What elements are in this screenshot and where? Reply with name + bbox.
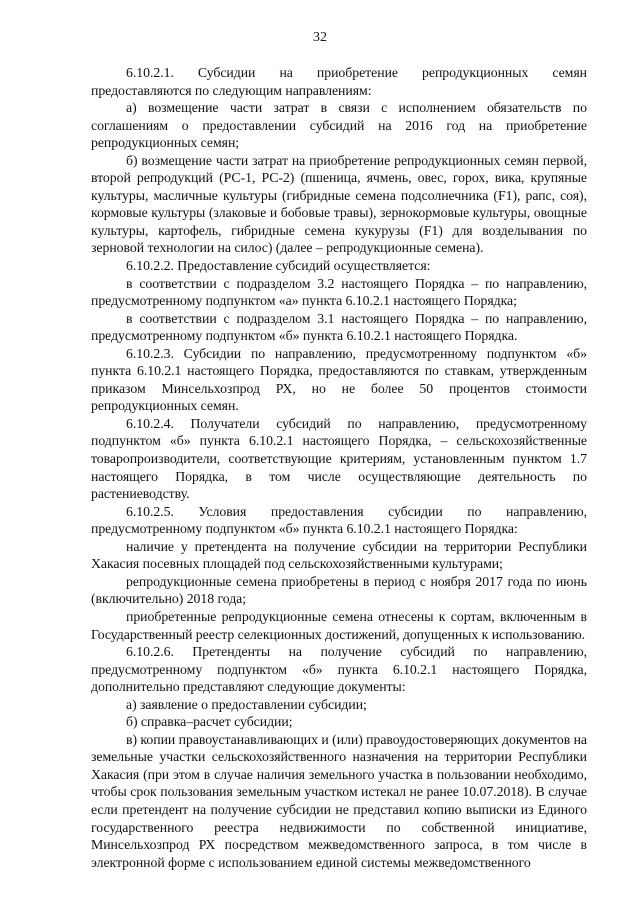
paragraph-subsection-3-1: в соответствии с подразделом 3.1 настоящего Порядка – по направлению, предусмотренному подпунктом «б» пункта 6.10.2.1 настоящего Порядка.: [91, 310, 587, 344]
paragraph-6-10-2-6: 6.10.2.6. Претенденты на получение субсидий по направлению, предусмотренному подпунктом «б» пункта 6.10.2.1 настоящего Порядка, дополнительно представляют следующие документы:: [91, 644, 587, 695]
paragraph-subsection-3-2: в соответствии с подразделом 3.2 настоящего Порядка – по направлению, предусмотренному подпунктом «а» пункта 6.10.2.1 настоящего Порядка;: [91, 275, 587, 309]
paragraph-6-10-2-4: 6.10.2.4. Получатели субсидий по направлению, предусмотренному подпунктом «б» пункта 6.10.2.1 настоящего Порядка, – сельскохозяйственные товаропроизводители, соответствующие критериям, установленным пунктом 1.7 настоящего Порядка, в том числе осуществляющие деятельность по растениеводству.: [91, 415, 587, 502]
paragraph-6-10-2-3: 6.10.2.3. Субсидии по направлению, предусмотренному подпунктом «б» пункта 6.10.2.1 настоящего Порядка, предоставляются по ставкам, утвержденным приказом Минсельхозпрод РХ, но не более 50 процентов стоимости репродукционных семян.: [91, 345, 587, 414]
paragraph-6-10-2-1: 6.10.2.1. Субсидии на приобретение репродукционных семян предоставляются по следующим направлениям:: [91, 65, 587, 98]
paragraph-doc-b: б) справка–расчет субсидии;: [126, 714, 293, 730]
paragraph-doc-a: а) заявление о предоставлении субсидии;: [126, 696, 367, 712]
page-number: 32: [313, 30, 327, 45]
paragraph-6-10-2-5: 6.10.2.5. Условия предоставления субсидии по направлению, предусмотренному подпунктом «б» пункта 6.10.2.1 настоящего Порядка:: [91, 503, 587, 537]
paragraph-6-10-2-2: 6.10.2.2. Предоставление субсидий осуществляется:: [126, 258, 431, 274]
paragraph-condition-period: репродукционные семена приобретены в период с ноября 2017 года по июнь (включительно) 2018 года;: [91, 573, 587, 607]
paragraph-item-a: а) возмещение части затрат в связи с исполнением обязательств по соглашениям о предоставлении субсидий на 2016 год на приобретение репродукционных семян;: [91, 100, 587, 151]
paragraph-condition-register: приобретенные репродукционные семена отнесены к сортам, включенным в Государственный реестр селекционных достижений, допущенных к использованию.: [91, 608, 587, 642]
document-body: [91, 64, 587, 871]
paragraph-item-b: б) возмещение части затрат на приобретение репродукционных семян первой, второй репродукций (РС-1, РС-2) (пшеница, ячмень, овес, горох, вика, крупяные культуры, масличные культуры (гибридные семена подсолнечника (F1), рапс, соя), кормовые культуры (злаковые и бобовые травы), зернокормовые культуры, овощные культуры, картофель, гибридные семена кукурузы (F1) для возделывания по зерновой технологии на силос) (далее – репродукционные семена).: [91, 152, 587, 256]
paragraph-doc-v: в) копии правоустанавливающих и (или) правоудостоверяющих документов на земельные участки сельскохозяйственного назначения на территории Республики Хакасия (при этом в случае наличия земельного участка в пользовании необходимо, чтобы срок пользования земельным участком истекал не ранее 10.07.2018). В случае если претендент на получение субсидии не представил копию выписки из Единого государственного реестра недвижимости по собственной инициативе, Минсельхозпрод РХ посредством межведомственного запроса, в том числе в электронной форме с использованием единой системы межведомственного: [91, 731, 587, 870]
paragraph-condition-areas: наличие у претендента на получение субсидии на территории Республики Хакасия посевных площадей под сельскохозяйственными культурами;: [91, 538, 587, 572]
